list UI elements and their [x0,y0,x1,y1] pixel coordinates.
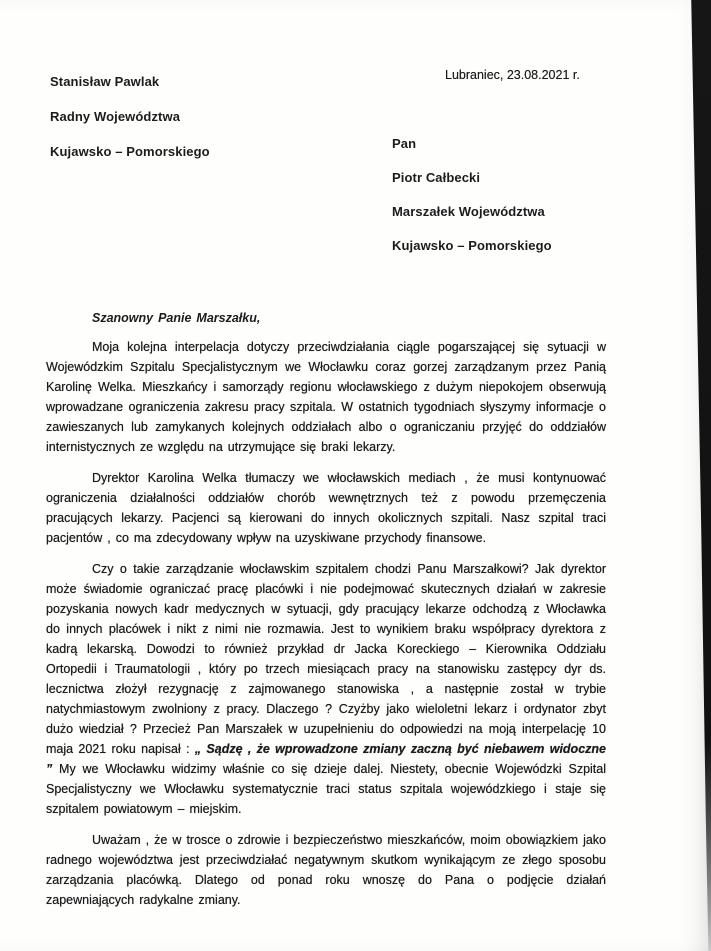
paragraph-4: Uważam , że w trosce o zdrowie i bezpieczeństwo mieszkańców, moim obowiązkiem jako radnego województwa jest przeciwdziałać negatywnym skutkom wynikającym ze złego sposobu zarządzania placówką. Dlatego od ponad roku wnoszę do Pana o podjęcie działań zapewniających radykalne zmiany. [46,833,606,907]
recipient-honorific: Pan [392,136,417,151]
sender-block [50,64,210,169]
recipient-title-line1: Marszałek Województwa [392,204,545,219]
paragraph-3-continuation: My we Włocławku widzimy właśnie co się dzieje dalej. Niestety, obecnie Wojewódzki Szpital Specjalistyczny we Włocławku systematycznie traci status szpitala wojewódzkiego i staje się szpitalem powiatowym – miejskim. [46,762,606,816]
sender-title-line2: Kujawsko – Pomorskiego [50,144,210,159]
sender-title-line1: Radny Województwa [50,109,181,124]
paragraph-2: Dyrektor Karolina Welka tłumaczy we włocławskich mediach , że musi kontynuować ograniczenia działalności oddziałów chorób wewnętrznych też z powodu przemęczenia pracujących lekarzy. Pacjenci są kierowani do innych okolicznych szpitali. Nasz szpital traci pacjentów , co ma zdecydowany wpływ na uzyskiwane przychody finansowe. [46,471,606,545]
scanner-edge-artifact [685,0,711,951]
quoted-statement: „ Sądzę , że wprowadzone zmiany zaczną być niebawem widoczne ” [46,742,606,776]
sender-name: Stanisław Pawlak [50,74,160,89]
letter-body [46,308,606,921]
recipient-title-line2: Kujawsko – Pomorskiego [392,238,552,253]
greeting: Szanowny Panie Marszałku, [92,311,261,325]
recipient-name: Piotr Całbecki [392,170,481,185]
dateline: Lubraniec, 23.08.2021 r. [445,68,580,82]
paragraph-3 [46,559,606,819]
recipient-block [392,127,552,263]
paragraph-3-text: Czy o takie zarządzanie włocławskim szpitalem chodzi Panu Marszałkowi? Jak dyrektor może świadomie ograniczać pracę placówki i nie podejmować skutecznych działań w zakresie pozyskania nowych kadr medycznych w sytuacji, gdy pracujący lekarze odchodzą z Włocławka do innych placówek i nikt z nimi nie rozmawia. Jest to wynikiem braku współpracy dyrektora z kadrą lekarską. Dowodzi to również przykład dr Jacka Koreckiego – Kierownika Oddziału Ortopedii i Traumatologii , który po trzech miesiącach pracy na stanowisku zastępcy dyr ds. lecznictwa złożył rezygnację z zajmowanego stanowiska , a następnie został w trybie natychmiastowym zwolniony z pracy. Dlaczego ? Czyżby jako wieloletni lekarz i ordynator zbyt dużo wiedział ? Przecież Pan Marszałek w uzupełnieniu do odpowiedzi na moją interpelację 10 maja 2021 roku napisał : [46,562,606,756]
paragraph-1: Moja kolejna interpelacja dotyczy przeciwdziałania ciągle pogarszającej się sytuacji w Wojewódzkim Szpitalu Specjalistycznym we Włocławku coraz gorzej zarządzanym przez Panią Karolinę Welka. Mieszkańcy i samorządy regionu włocławskiego z dużym niepokojem obserwują wprowadzane ograniczenia zakresu pracy szpitala. W ostatnich tygodniach słyszymy informacje o zawieszanych lub zamykanych kolejnych oddziałach albo o ograniczaniu przyjęć do oddziałów internistycznych ze względu na utrzymujące się braki lekarzy. [46,340,606,454]
